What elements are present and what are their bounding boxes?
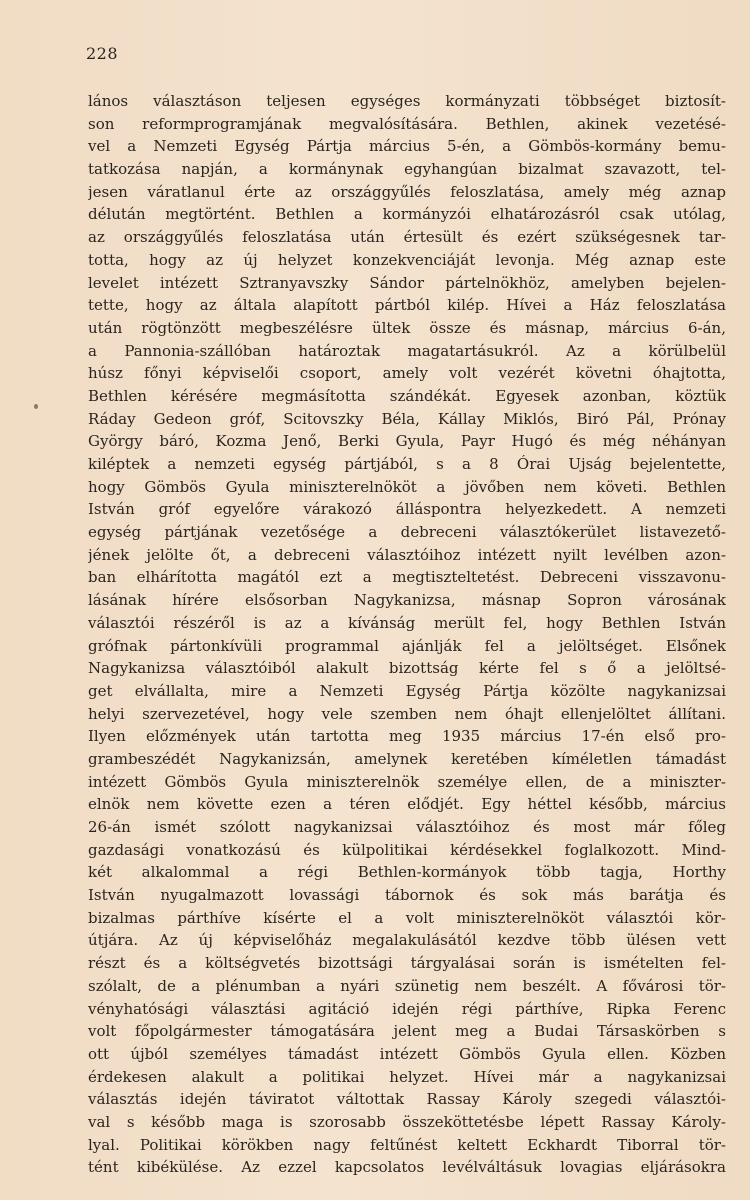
text-line: délután megtörtént. Bethlen a kormányzói elhatározásról csak utólag,: [88, 205, 726, 224]
text-line: Nagykanizsa választóiból alakult bizottság kérte fel s ő a jelöltsé-: [88, 659, 726, 678]
text-line: szólalt, de a plénumban a nyári szünetig nem beszélt. A fővárosi tör-: [88, 976, 726, 995]
text-line: grambeszédét Nagykanizsán, amelynek keretében kíméletlen támadást: [88, 749, 726, 768]
text-line: totta, hogy az új helyzet konzekvenciáját levonja. Még aznap este: [88, 250, 726, 269]
text-line: lános választáson teljesen egységes kormányzati többséget biztosít-: [88, 92, 726, 110]
text-line: elnök nem követte ezen a téren elődjét. Egy héttel később, március: [88, 795, 726, 814]
text-line: kiléptek a nemzeti egység pártjából, s a 8 Órai Ujság bejelentette,: [88, 455, 726, 473]
text-line: son reformprogramjának megvalósítására. Bethlen, akinek vezetésé-: [88, 114, 726, 133]
text-line: György báró, Kozma Jenő, Berki Gyula, Payr Hugó és még néhányan: [88, 432, 726, 451]
body-text: [88, 90, 726, 1179]
text-line: levelet intézett Sztranyavszky Sándor pártelnökhöz, amelyben bejelen-: [88, 273, 726, 292]
text-line: a Pannonia-szállóban határoztak magatartásukról. Az a körülbelül: [88, 341, 726, 360]
text-line: vel a Nemzeti Egység Pártja március 5-én, a Gömbös-kormány bemu-: [88, 137, 726, 156]
text-line: intézett Gömbös Gyula miniszterelnök személye ellen, de a miniszter-: [88, 772, 726, 791]
text-line: hogy Gömbös Gyula miniszterelnököt a jövőben nem követi. Bethlen: [88, 477, 726, 496]
text-line: után rögtönzött megbeszélésre ültek össze és másnap, március 6-án,: [88, 318, 726, 337]
text-line: ott újból személyes támadást intézett Gömbös Gyula ellen. Közben: [88, 1044, 726, 1063]
text-line: útjára. Az új képviselőház megalakulásától kezdve több ülésen vett: [88, 931, 726, 950]
text-line: helyi szervezetével, hogy vele szemben nem óhajt ellenjelöltet állítani.: [88, 704, 726, 723]
text-line: érdekesen alakult a politikai helyzet. Hívei már a nagykanizsai: [88, 1067, 726, 1086]
text-line: választás idején táviratot váltottak Rassay Károly szegedi választói-: [88, 1090, 726, 1109]
text-line: lyal. Politikai körökben nagy feltűnést keltett Eckhardt Tiborral tör-: [88, 1135, 726, 1154]
text-line: Ilyen előzmények után tartotta meg 1935 március 17-én első pro-: [88, 727, 726, 746]
text-line: részt és a költségvetés bizottsági tárgyalásai során is ismételten fel-: [88, 954, 726, 973]
text-line: húsz főnyi képviselői csoport, amely volt vezérét követni óhajtotta,: [88, 364, 726, 383]
text-line: jesen váratlanul érte az országgyűlés feloszlatása, amely még aznap: [88, 182, 726, 201]
text-line: választói részéről is az a kívánság merült fel, hogy Bethlen István: [88, 613, 726, 632]
text-line: két alkalommal a régi Bethlen-kormányok több tagja, Horthy: [88, 863, 726, 882]
text-line: Ráday Gedeon gróf, Scitovszky Béla, Kállay Miklós, Biró Pál, Prónay: [88, 409, 726, 428]
text-line: vényhatósági választási agitáció idején régi párthíve, Ripka Ferenc: [88, 999, 726, 1018]
text-line: István gróf egyelőre várakozó álláspontra helyezkedett. A nemzeti: [88, 500, 726, 519]
text-line: Bethlen kérésére megmásította szándékát. Egyesek azonban, köztük: [88, 386, 726, 405]
text-line: bizalmas párthíve kísérte el a volt miniszterelnököt választói kör-: [88, 908, 726, 927]
page-number: 228: [86, 44, 119, 63]
text-line: az országgyűlés feloszlatása után értesült és ezért szükségesnek tar-: [88, 228, 726, 247]
text-line: ban elhárította magától ezt a megtiszteltetést. Debreceni visszavonu-: [88, 568, 726, 587]
text-line: 26-án ismét szólott nagykanizsai választóihoz és most már főleg: [88, 818, 726, 836]
text-line: tette, hogy az általa alapított pártból kilép. Hívei a Ház feloszlatása: [88, 296, 726, 315]
text-line: volt főpolgármester támogatására jelent meg a Budai Társaskörben s: [88, 1022, 726, 1041]
text-line: grófnak pártonkívüli programmal ajánlják fel a jelöltséget. Elsőnek: [88, 636, 726, 655]
text-line: val s később maga is szorosabb összeköttetésbe lépett Rassay Károly-: [88, 1112, 726, 1131]
text-line: egység pártjának vezetősége a debreceni választókerület listavezető-: [88, 523, 726, 542]
paper-speck: [34, 404, 38, 409]
text-line: jének jelölte őt, a debreceni választóihoz intézett nyilt levélben azon-: [88, 545, 726, 564]
text-line: tatkozása napján, a kormánynak egyhangúan bizalmat szavazott, tel-: [88, 160, 726, 179]
text-line: István nyugalmazott lovassági tábornok és sok más barátja és: [88, 886, 726, 905]
text-line: lásának hírére elsősorban Nagykanizsa, másnap Sopron városának: [88, 591, 726, 610]
text-line: gazdasági vonatkozású és külpolitikai kérdésekkel foglalkozott. Mind-: [88, 840, 726, 859]
text-line: get elvállalta, mire a Nemzeti Egység Pártja közölte nagykanizsai: [88, 681, 726, 700]
text-line: tént kibékülése. Az ezzel kapcsolatos levélváltásuk lovagias eljárásokra: [88, 1158, 726, 1177]
